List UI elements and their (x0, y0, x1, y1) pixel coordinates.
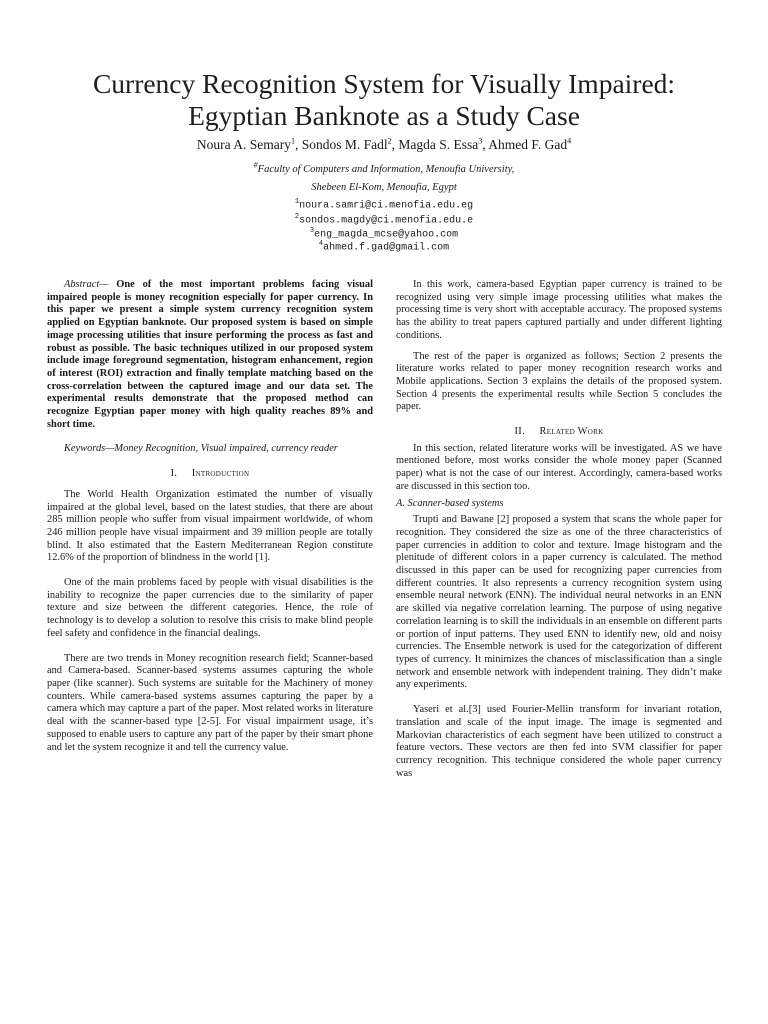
section-heading-related-work: II. Related Work (514, 426, 604, 438)
author-email[interactable]: $^2$sondos.magdy@ci.menofia.edu.e (294, 213, 474, 227)
right-column (396, 279, 722, 780)
paper-title (30, 68, 738, 132)
section-heading-introduction: I. Introduction (170, 468, 250, 480)
paragraph: One of the main problems faced by people with visual disabilities is the inability to recognize the paper currencies due to the similarity of paper texture and size between the different categories. Hence, the role of technology is to develop a solution to resolve this crisis to make blind people feel safety and confidence in the financial dealings. (47, 577, 373, 639)
paragraph: The World Health Organization estimated the number of visually impaired at the global level, based on the latest studies, that there are about 285 million people who suffer from visual impairment worldwide, of whom 246 million people have visual impairment and 39 million people are totally blind. It also estimated that the Eastern Mediterranean Region constitute 12.6% of the proportion of blindness in the world [1]. (47, 488, 373, 564)
paragraph: Trupti and Bawane [2] proposed a system that scans the whole paper for recognition. They considered the size as one of the three characteristics of paper currencies in addition to color and texture. Image histogram and the plenitude of different colors in a paper currency is calculated. The method discussed in this paper can be used for recognizing paper currencies from different countries. It also represents a currency recognition system using ensemble neural network (ENN). The individual neural networks in an ENN are skilled via negative correlation learning. The purpose of using negative correlation learning is to skill the individuals in an ensemble on different parts or portion of input patterns. They used ENN to identify new, old and noisy currencies. The Ensemble network is used for the categorization of different types of currency. It minimizes the chances of misclassification than a single network and ensemble network with independent training. They didn’t make any experiments. (396, 514, 722, 691)
author: Noura A. Semary$^1$ (196, 136, 295, 152)
author: Ahmed F. Gad$^4$ (488, 136, 572, 152)
title-line-1: Currency Recognition System for Visually Impaired: (92, 68, 676, 99)
abstract (47, 279, 373, 431)
paragraph: Yaseri et al.[3] used Fourier-Mellin transform for invariant rotation, translation and scale of the input image. The image is segmented and Markovian characteristics of each segment have been utilized to construct a feature vectors. These vectors are then fed into SVM classifier for paper currency recognition. This technique considered the whole paper currency was (396, 704, 722, 779)
author-email[interactable]: $^1$noura.samri@ci.menofia.edu.eg (294, 198, 474, 212)
author-email[interactable]: $^4$ahmed.f.gad@gmail.com (318, 240, 450, 254)
author-list: Noura A. Semary$^1$, Sondos M. Fadl$^2$, Magda S. Essa$^3$, Ahmed F. Gad$^4$ (196, 136, 572, 152)
abstract-body: One of the most important problems facing visual impaired people is money recognition especially for paper currency. In this paper we present a simple system currency recognition system applied on Egyptian banknote. Our proposed system is based on simple image processing utilities that insure performing the process as fast and robust as possible. The basic techniques utilized in our proposed system include image foreground segmentation, histogram enhancement, region of interest (ROI) extraction and finally template matching based on the cross-correlation between the captured image and our data set. The experimental results demonstrate that the proposed method can recognize Egyptian paper money with high quality reaches 89% and short time. (47, 279, 373, 430)
abstract-label: Abstract— (64, 279, 109, 290)
subsection-heading-scanner-based: A. Scanner-based systems (396, 497, 504, 509)
affiliation-line-1: #Faculty of Computers and Information, Menoufia University, (253, 160, 515, 175)
title-line-2: Egyptian Banknote as a Study Case (188, 100, 580, 131)
author: Sondos M. Fadl$^2$ (301, 136, 392, 152)
paragraph: In this work, camera-based Egyptian paper currency is trained to be recognized using very simple image processing utilities what makes the processing time is very short with acceptable accuracy. The proposed systems has the ability to treat papers captured partially and under different lighting conditions. (396, 279, 722, 341)
affiliation-line-2: Shebeen El-Kom, Menoufia, Egypt (311, 182, 457, 193)
keywords: Keywords—Money Recognition, Visual impaired, currency reader (64, 443, 338, 455)
author: Magda S. Essa$^3$ (398, 136, 483, 152)
paragraph: There are two trends in Money recognition research field; Scanner-based and Camera-based. Scanner-based systems assumes capturing the whole paper (like scanner). Such systems are suitable for the Machinery of money counters. While camera-based systems assumes capturing the paper by a camera which may capture a part of the paper. Most related works in literature deal with the scanner-based type [2-5]. For visual impairment usage, it’s supposed to enable users to capture any part of the paper by their smart phone and let the system recognize it and tell the currency value. (47, 652, 373, 753)
left-column (47, 279, 373, 754)
author-email[interactable]: $^3$eng_magda_mcse@yahoo.com (309, 227, 459, 241)
paragraph: The rest of the paper is organized as follows; Section 2 presents the literature works related to paper money recognition research works and Mobile applications. Section 3 explains the details of the proposed system. Section 4 presents the experimental results while Section 5 concludes the paper. (396, 350, 722, 413)
paragraph: In this section, related literature works will be investigated. AS we have mentioned before, most works consider the whole money paper (Scanned paper) what is not the case of our interest. Accordingly, camera-based works are discussed in this section too. (396, 442, 722, 492)
